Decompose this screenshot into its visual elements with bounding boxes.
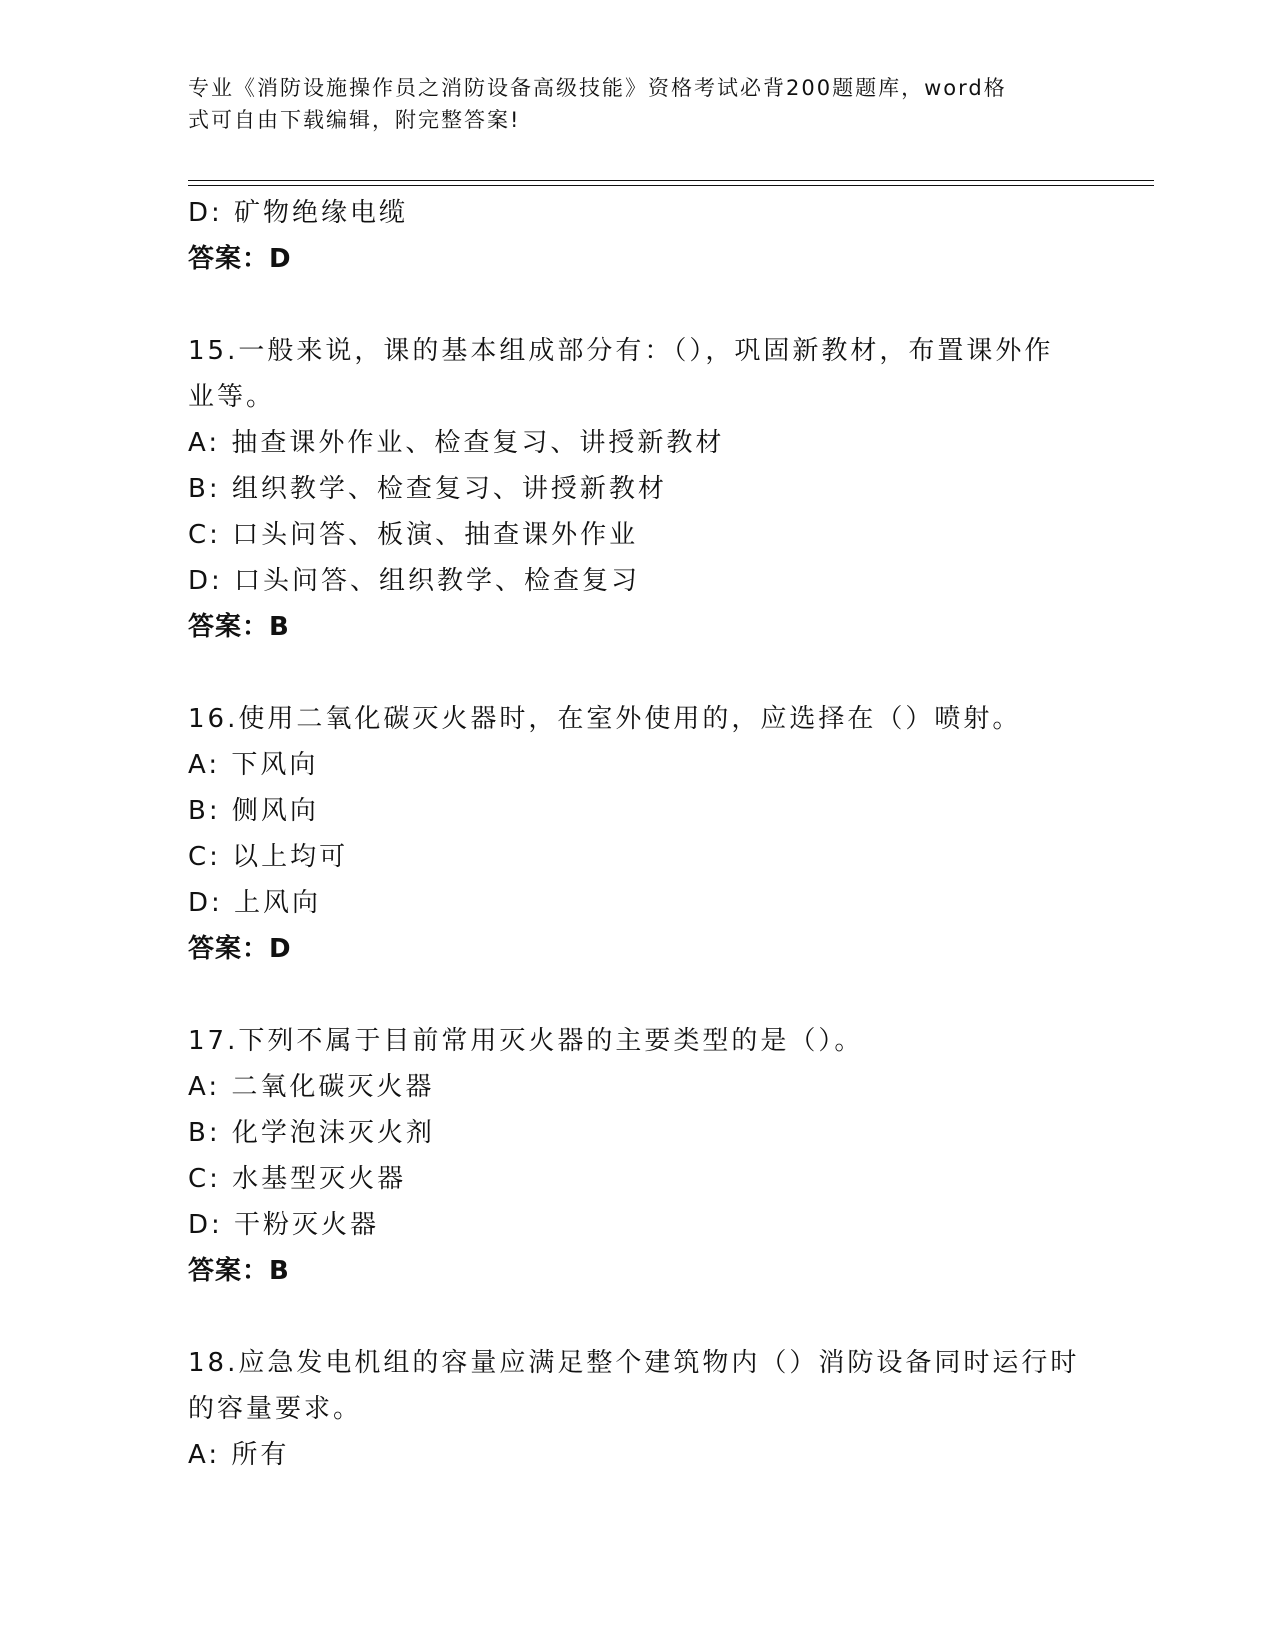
question-17 xyxy=(188,1018,1088,1294)
question-18 xyxy=(188,1340,1088,1478)
option-a: A: 下风向 xyxy=(188,750,319,780)
question-text: 17.下列不属于目前常用灭火器的主要类型的是（）。 xyxy=(188,1026,864,1056)
document-header xyxy=(188,72,1068,136)
option-b: B: 侧风向 xyxy=(188,796,319,826)
header-divider-bottom xyxy=(188,185,1154,186)
option-c: C: 口头问答、板演、抽查课外作业 xyxy=(188,520,639,550)
answer-line: 答案：D xyxy=(188,244,292,274)
answer-line: 答案：D xyxy=(188,934,292,964)
spacer xyxy=(188,1294,1088,1340)
question-14-tail xyxy=(188,190,1088,282)
option-d: D: 上风向 xyxy=(188,888,322,918)
option-d: D: 矿物绝缘电缆 xyxy=(188,198,409,228)
option-d: D: 口头问答、组织教学、检查复习 xyxy=(188,566,641,596)
header-divider-top xyxy=(188,180,1154,181)
option-d: D: 干粉灭火器 xyxy=(188,1210,380,1240)
question-15 xyxy=(188,328,1088,650)
option-a: A: 二氧化碳灭火器 xyxy=(188,1072,435,1102)
answer-line: 答案：B xyxy=(188,612,290,642)
option-c: C: 以上均可 xyxy=(188,842,349,872)
option-b: B: 化学泡沫灭火剂 xyxy=(188,1118,435,1148)
question-16 xyxy=(188,696,1088,972)
question-text: 15.一般来说，课的基本组成部分有：（），巩固新教材，布置课外作 xyxy=(188,336,1054,366)
question-list xyxy=(188,190,1088,1478)
option-b: B: 组织教学、检查复习、讲授新教材 xyxy=(188,474,667,504)
question-text: 18.应急发电机组的容量应满足整个建筑物内（）消防设备同时运行时 xyxy=(188,1348,1080,1378)
header-line-2: 式可自由下载编辑，附完整答案! xyxy=(188,108,521,132)
spacer xyxy=(188,282,1088,328)
spacer xyxy=(188,650,1088,696)
answer-line: 答案：B xyxy=(188,1256,290,1286)
option-c: C: 水基型灭火器 xyxy=(188,1164,407,1194)
option-a: A: 抽查课外作业、检查复习、讲授新教材 xyxy=(188,428,725,458)
header-line-1: 专业《消防设施操作员之消防设备高级技能》资格考试必背200题题库，word格 xyxy=(188,76,1007,100)
question-text-continued: 业等。 xyxy=(188,382,276,412)
option-a: A: 所有 xyxy=(188,1440,290,1470)
question-text-continued: 的容量要求。 xyxy=(188,1394,363,1424)
question-text: 16.使用二氧化碳灭火器时，在室外使用的，应选择在（）喷射。 xyxy=(188,704,1022,734)
spacer xyxy=(188,972,1088,1018)
